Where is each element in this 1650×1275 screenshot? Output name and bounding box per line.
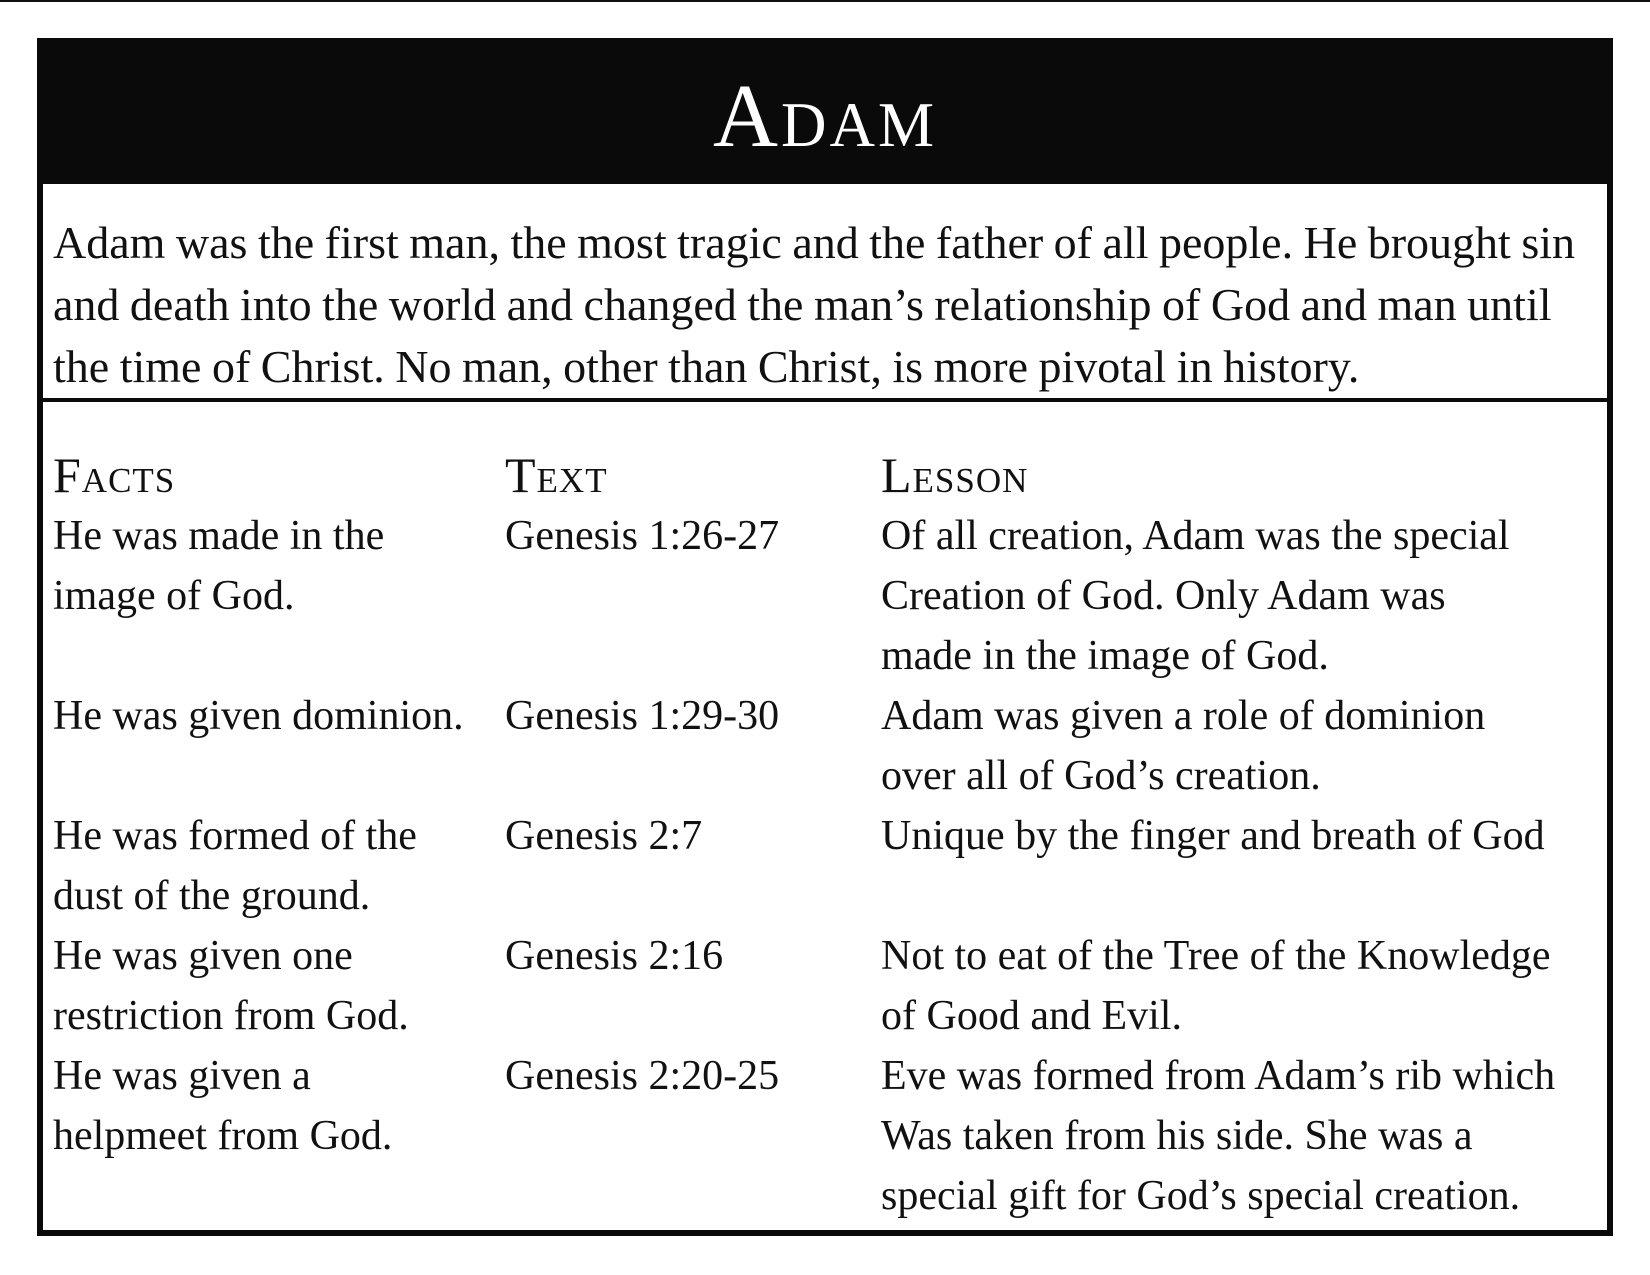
lesson-cell: Unique by the finger and breath of God: [881, 813, 1545, 859]
table-row: [53, 1046, 1608, 1226]
text-cell: Genesis 1:26-27: [505, 513, 780, 559]
intro-paragraph: Adam was the first man, the most tragic and the father of all people. He brought sin and death into the world and changed the man’s relationship of God and man until the time of Christ. No man, other than Christ, is more pivotal in history.: [53, 217, 1576, 392]
fact-cell: He was given dominion.: [53, 693, 464, 739]
section-divider: [43, 398, 1607, 402]
page-title: Adam: [712, 67, 937, 166]
lesson-cell: Eve was formed from Adam’s rib which Was taken from his side. She was a special gift for God’s special creation.: [881, 1053, 1556, 1219]
text-cell: Genesis 2:7: [505, 813, 703, 859]
top-rule: [0, 0, 1650, 2]
header-facts: Facts: [53, 447, 176, 503]
header-text: Text: [505, 447, 608, 503]
character-card: [37, 38, 1613, 1236]
header-lesson: Lesson: [881, 447, 1029, 503]
text-cell: Genesis 2:20-25: [505, 1053, 780, 1099]
facts-table: [53, 444, 1608, 1226]
table-row: [53, 926, 1608, 1046]
text-cell: Genesis 1:29-30: [505, 693, 780, 739]
lesson-cell: Adam was given a role of dominion over all of God’s creation.: [881, 693, 1486, 799]
table-header-row: [53, 444, 1608, 506]
table-row: [53, 806, 1608, 926]
title-bar: [43, 44, 1607, 184]
table-row: [53, 506, 1608, 686]
fact-cell: He was given one restriction from God.: [53, 933, 409, 1039]
fact-cell: He was formed of the dust of the ground.: [53, 813, 417, 919]
lesson-cell: Not to eat of the Tree of the Knowledge of Good and Evil.: [881, 933, 1551, 1039]
fact-cell: He was given a helpmeet from God.: [53, 1053, 393, 1159]
fact-cell: He was made in the image of God.: [53, 513, 385, 619]
lesson-cell: Of all creation, Adam was the special Creation of God. Only Adam was made in the image of God.: [881, 513, 1510, 679]
table-row: [53, 686, 1608, 806]
text-cell: Genesis 2:16: [505, 933, 724, 979]
